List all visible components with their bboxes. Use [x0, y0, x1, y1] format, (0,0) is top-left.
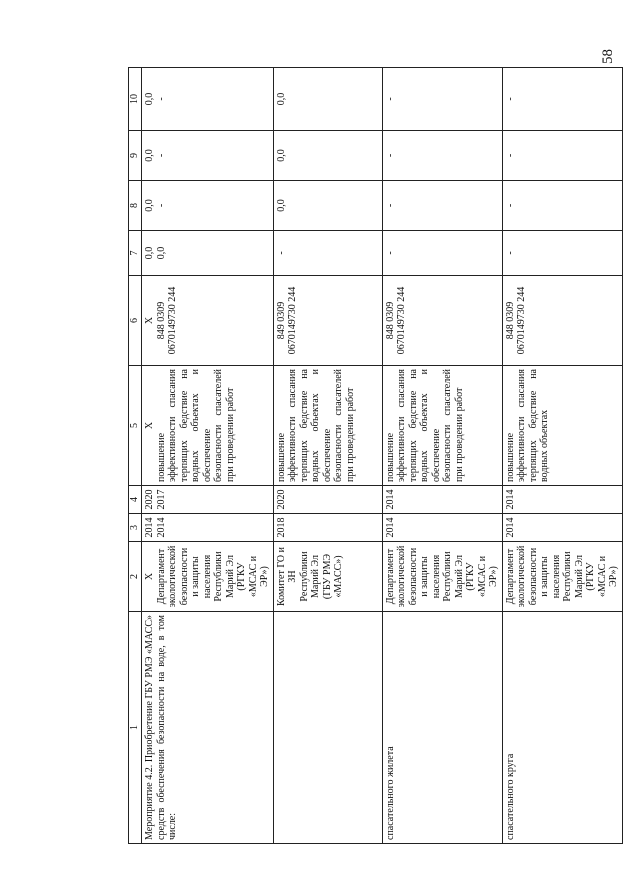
budget-code-cell: 848 0309 0670149730 244 — [502, 276, 622, 366]
end-year-cell: 2020 — [273, 486, 382, 514]
table-row — [142, 68, 274, 844]
value-cell-9: 0,0 — [273, 131, 382, 181]
value-cell-9: 0,0 - — [142, 131, 274, 181]
end-year-cell: 2020 2017 — [142, 486, 274, 514]
value-cell-10: - — [382, 68, 502, 131]
column-header: 1 — [129, 612, 142, 844]
column-number-row — [129, 68, 142, 844]
page-number: 58 — [600, 49, 616, 64]
value-cell-7: - — [382, 231, 502, 276]
executor-cell: X Департамент экологической безопасности и защиты населения Республики Марий Эл (РГКУ «МСАС и ЭР») — [142, 542, 274, 612]
budget-code-cell: X 848 0309 0670149730 244 — [142, 276, 274, 366]
value-cell-9: - — [502, 131, 622, 181]
measure-title-cell: спасательного жилета — [382, 612, 502, 844]
value-cell-10: 0,0 — [273, 68, 382, 131]
table-row — [273, 68, 382, 844]
measure-title-cell: Мероприятие 4.2. Приобретение ГБУ РМЭ «МАСС» средств обеспечения безопасности на воде, в том числе: — [142, 612, 274, 844]
rotated-table-container — [128, 68, 619, 844]
column-header: 8 — [129, 181, 142, 231]
budget-code-cell: 848 0309 0670149730 244 — [382, 276, 502, 366]
value-cell-10: 0,0 - — [142, 68, 274, 131]
start-year-cell: 2018 — [273, 514, 382, 542]
result-cell: X повышение эффективности спасания терпящих бедствие на водных объектах и обеспечение безопасности спасателей при проведении работ — [142, 366, 274, 486]
column-header: 2 — [129, 542, 142, 612]
value-cell-7: - — [502, 231, 622, 276]
executor-cell: Комитет ГО и ЗН Республики Марий Эл (ГБУ РМЭ «МАСС») — [273, 542, 382, 612]
column-header: 5 — [129, 366, 142, 486]
value-cell-10: - — [502, 68, 622, 131]
column-header: 7 — [129, 231, 142, 276]
end-year-cell: 2014 — [502, 486, 622, 514]
measures-table — [128, 67, 623, 844]
column-header: 4 — [129, 486, 142, 514]
value-cell-7: 0,0 0,0 — [142, 231, 274, 276]
budget-code-cell: 849 0309 0670149730 244 — [273, 276, 382, 366]
measure-title-cell: спасательного круга — [502, 612, 622, 844]
table-row — [502, 68, 622, 844]
value-cell-7: - — [273, 231, 382, 276]
column-header: 6 — [129, 276, 142, 366]
value-cell-8: 0,0 - — [142, 181, 274, 231]
value-cell-8: 0,0 — [273, 181, 382, 231]
result-cell: повышение эффективности спасания терпящих бедствие на водных объектах и обеспечение безопасности спасателей при проведении работ — [273, 366, 382, 486]
result-cell: повышение эффективности спасания терпящих бедствие на водных объектах — [502, 366, 622, 486]
value-cell-9: - — [382, 131, 502, 181]
start-year-cell: 2014 — [382, 514, 502, 542]
start-year-cell: 2014 — [502, 514, 622, 542]
value-cell-8: - — [502, 181, 622, 231]
column-header: 3 — [129, 514, 142, 542]
executor-cell: Департамент экологической безопасности и защиты населения Республики Марий Эл (РГКУ «МСАС и ЭР») — [502, 542, 622, 612]
measure-title-cell — [273, 612, 382, 844]
table-row — [382, 68, 502, 844]
end-year-cell: 2014 — [382, 486, 502, 514]
start-year-cell: 2014 2014 — [142, 514, 274, 542]
result-cell: повышение эффективности спасания терпящих бедствие на водных объектах и обеспечение безопасности спасателей при проведении работ — [382, 366, 502, 486]
executor-cell: Департамент экологической безопасности и защиты населения Республики Марий Эл (РГКУ «МСАС и ЭР») — [382, 542, 502, 612]
column-header: 10 — [129, 68, 142, 131]
column-header: 9 — [129, 131, 142, 181]
value-cell-8: - — [382, 181, 502, 231]
